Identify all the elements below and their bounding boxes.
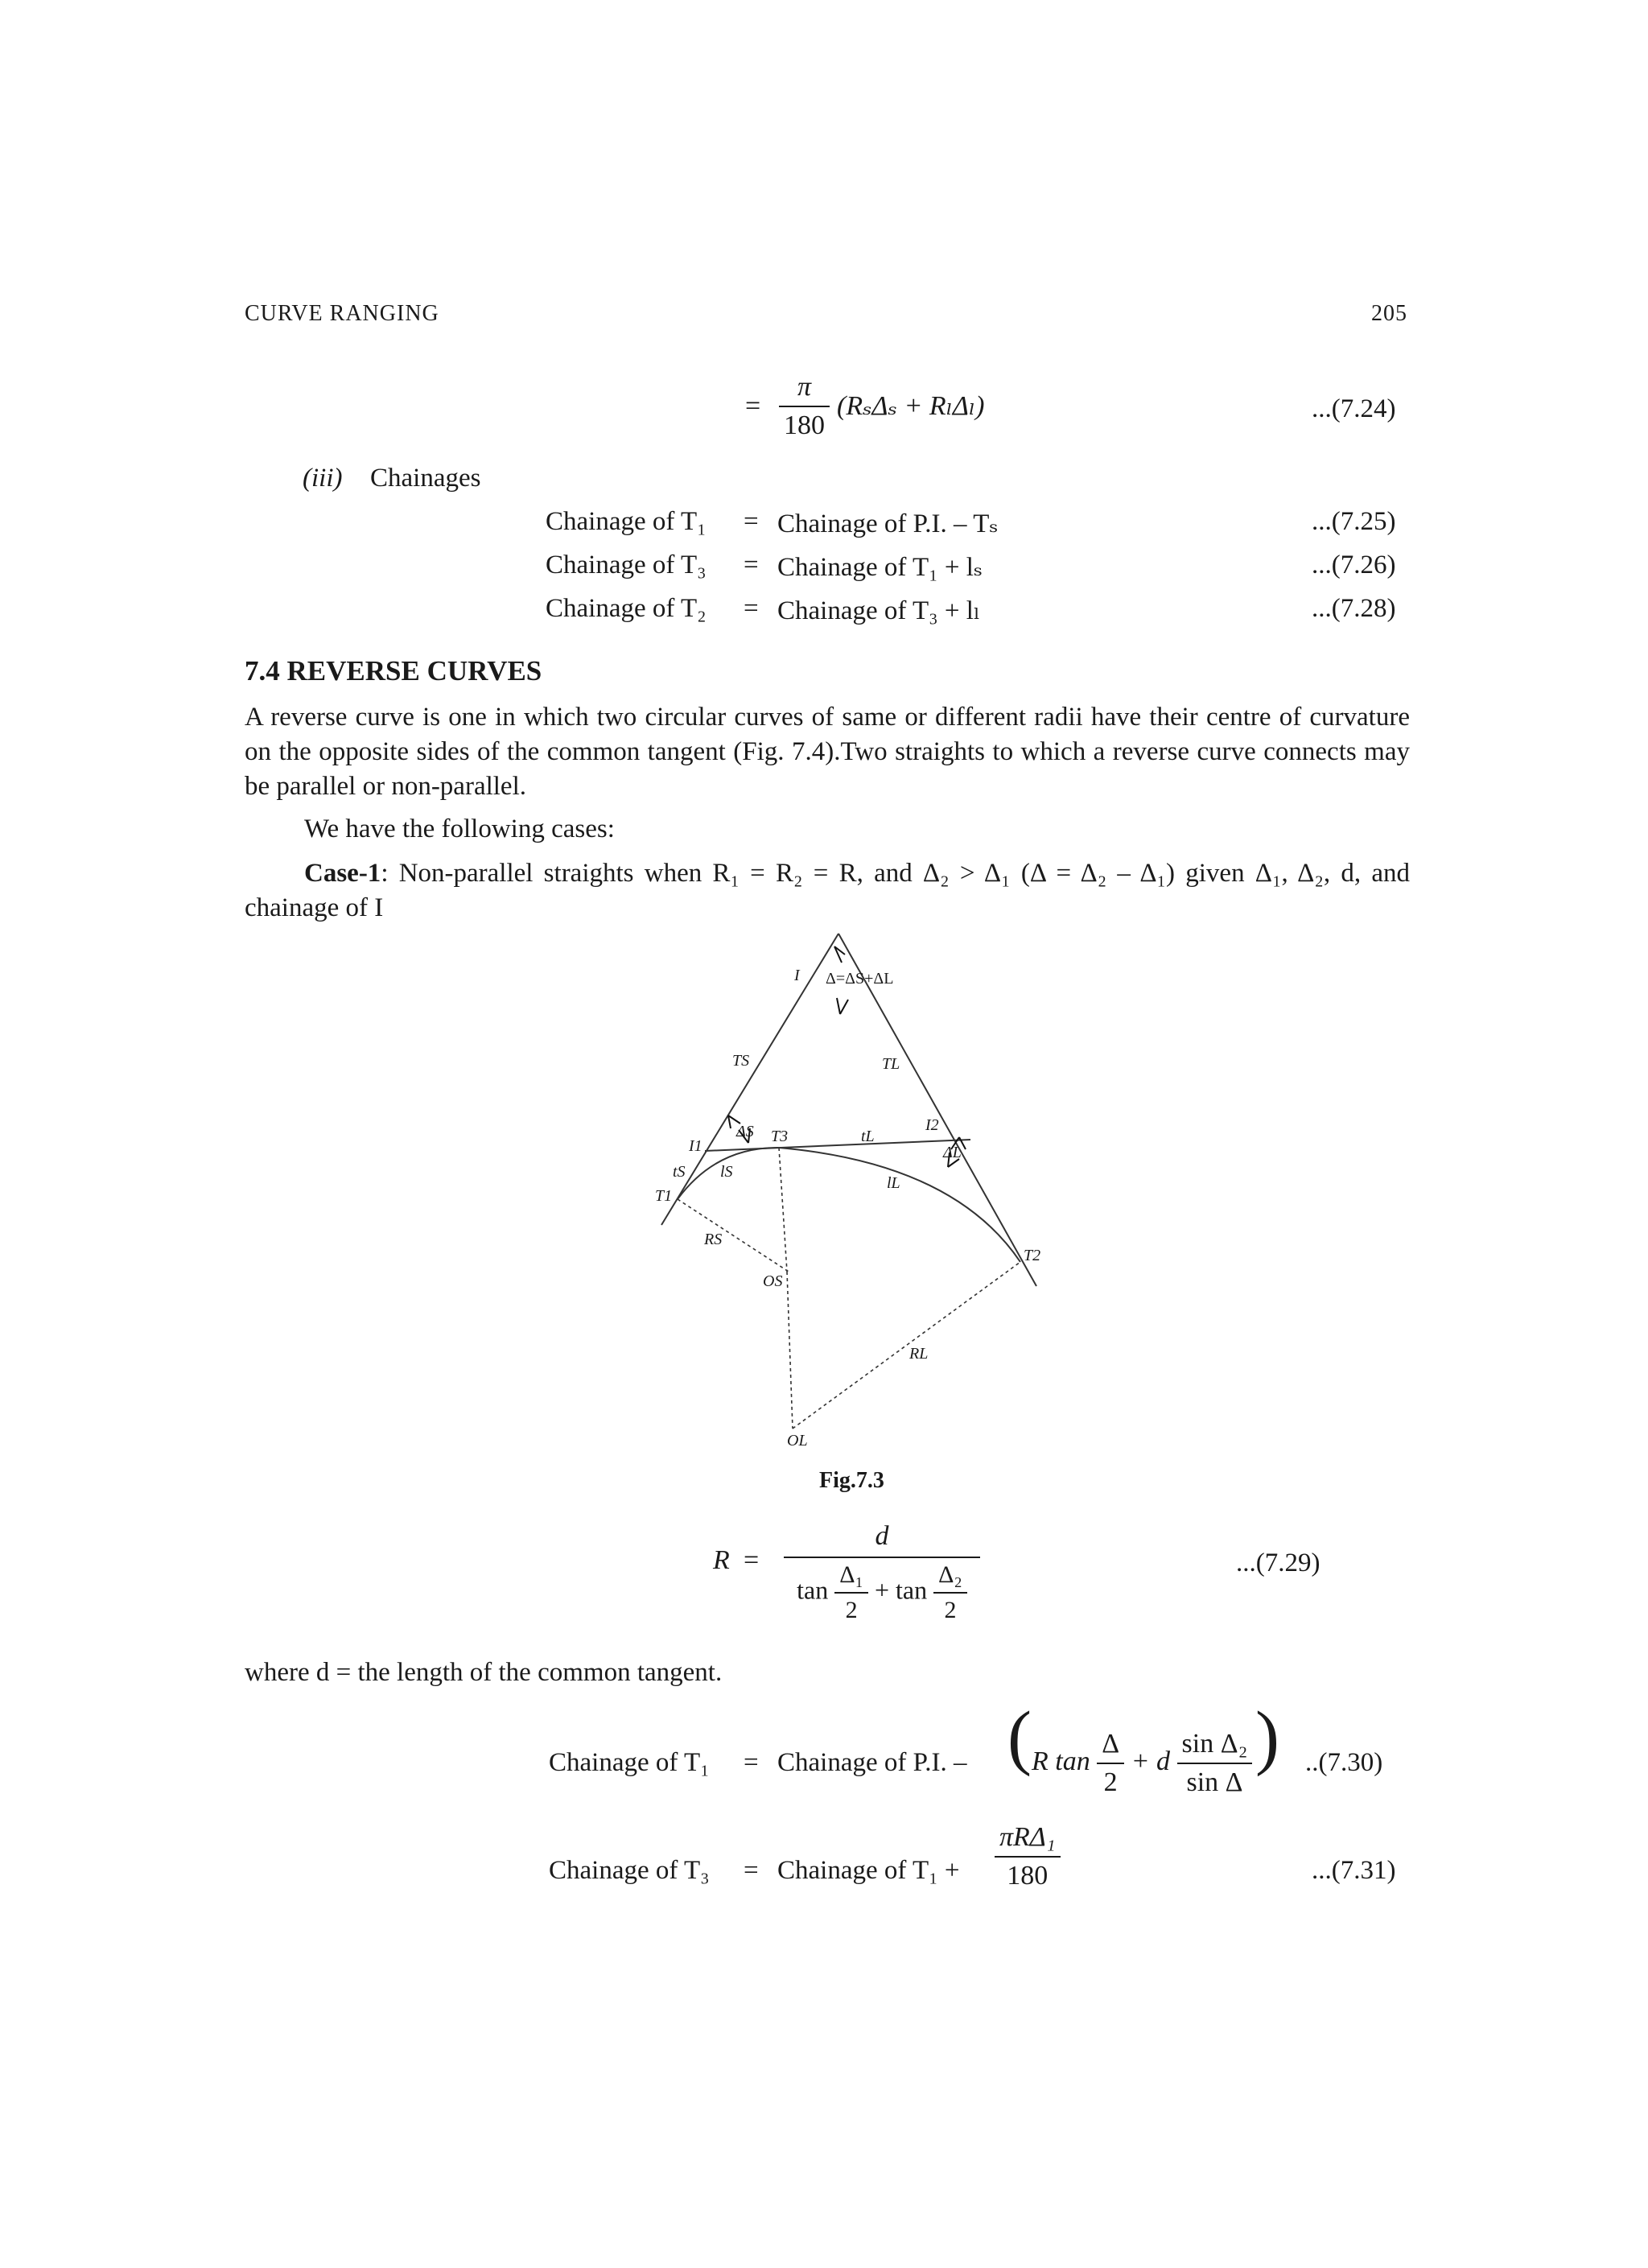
eq729-b-den: 2 (944, 1597, 957, 1623)
eq729-fraction (784, 1521, 980, 1624)
left-paren: ( (1007, 1697, 1032, 1777)
label-ls: lS (720, 1163, 733, 1181)
radius-rl-line (793, 1262, 1020, 1429)
eq729-den (784, 1558, 980, 1624)
radius-rs-line (678, 1199, 789, 1272)
eq729-equals: = (744, 1545, 760, 1575)
label-ts: TS (732, 1052, 750, 1070)
eq729-number: ...(7.29) (1236, 1548, 1320, 1577)
label-i: I (794, 967, 800, 984)
eq730-inner (1032, 1729, 1252, 1798)
chainage-row-number: ...(7.28) (1312, 594, 1396, 623)
eq729-tan-a: tan (797, 1575, 829, 1605)
chainage-row-lhs: Chainage of T₃ (546, 551, 707, 579)
large-arc (779, 1148, 1020, 1262)
eq730-number: ..(7.30) (1305, 1748, 1383, 1777)
right-paren: ) (1255, 1697, 1279, 1777)
label-rl: RL (909, 1345, 929, 1363)
section-heading: 7.4 REVERSE CURVES (245, 655, 542, 687)
cases-intro: We have the following cases: (304, 814, 615, 843)
eq730-lhs: Chainage of T₁ (549, 1748, 710, 1777)
label-i1: I1 (689, 1137, 702, 1155)
label-i2: I2 (925, 1116, 939, 1134)
case1-text: : Non-parallel straights when R₁ = R₂ = R, and Δ₂ > Δ₁ (Δ = Δ₂ – Δ₁) given Δ₁, Δ₂, d, and chainage of I (245, 859, 1410, 922)
eq724-pi: π (779, 372, 830, 407)
eq724-den: 180 (784, 410, 825, 440)
item-marker: (iii) (303, 464, 343, 493)
chainage-row-number: ...(7.25) (1312, 507, 1396, 536)
eq730-f2-num: sin Δ₂ (1177, 1729, 1253, 1764)
eq731-fraction (995, 1822, 1061, 1891)
eq730-f2-den: sin Δ (1186, 1767, 1243, 1797)
eq724-equals: = (745, 391, 761, 421)
eq730-f1-den: 2 (1103, 1767, 1118, 1797)
chainage-row-rhs: Chainage of P.I. – Tₛ (777, 509, 999, 538)
eq729-a-num: Δ₁ (834, 1561, 868, 1594)
figure-caption: Fig.7.3 (819, 1468, 884, 1493)
os-ol-line (787, 1272, 793, 1429)
label-delta-s: ΔS (736, 1123, 754, 1140)
chainage-row-lhs: Chainage of T₁ (546, 507, 707, 536)
arrow-top-icon (834, 946, 845, 963)
chainage-row-rhs: Chainage of T₃ + lₗ (777, 596, 980, 625)
label-ol: OL (787, 1432, 808, 1449)
ts-os-line (779, 1148, 787, 1272)
section-paragraph: A reverse curve is one in which two circular curves of same or different radii have their centre of curvature on the opposite sides of the common tangent (Fig. 7.4).Two straights to which a reverse curve connects may be parallel or non-parallel. (245, 703, 1410, 801)
chainage-row-number: ...(7.26) (1312, 551, 1396, 579)
eq724-body: (RₛΔₛ + RₗΔₗ) (837, 391, 985, 421)
eq729-a-den: 2 (845, 1597, 858, 1623)
eq730-equals: = (744, 1748, 759, 1777)
label-delta-l: ΔL (943, 1144, 962, 1161)
eq730-plus-d: + d (1131, 1746, 1171, 1776)
label-t2: T2 (1024, 1247, 1041, 1264)
eq730-rtan: R tan (1032, 1746, 1090, 1776)
eq731-num: πRΔ₁ (995, 1822, 1061, 1858)
chainage-row-eq: = (744, 594, 759, 623)
common-tangent-line (705, 1140, 970, 1151)
label-tl: TL (882, 1055, 900, 1073)
eq729-lhs: R (713, 1545, 730, 1575)
eq730-rhs: Chainage of P.I. – (777, 1748, 967, 1777)
chainages-title: Chainages (370, 464, 481, 493)
tangent-line-left (661, 934, 838, 1225)
eq729-b-num: Δ₂ (933, 1561, 967, 1594)
label-rs: RS (704, 1231, 723, 1248)
running-title: CURVE RANGING (245, 301, 439, 326)
eq729-num: d (784, 1521, 980, 1558)
label-t1: T1 (655, 1187, 673, 1205)
label-t3: T3 (771, 1128, 789, 1145)
eq730-bracket-group (1007, 1697, 1281, 1800)
label-ll: lL (887, 1174, 900, 1192)
eq731-number: ...(7.31) (1312, 1856, 1396, 1885)
chainage-row-eq: = (744, 551, 759, 579)
where-line: where d = the length of the common tangent. (245, 1658, 723, 1687)
eq729-plus-tan: + tan (874, 1575, 928, 1605)
chainage-row-rhs: Chainage of T₁ + lₛ (777, 553, 983, 582)
eq730-f1-num: Δ (1097, 1729, 1124, 1764)
label-ts-small: tS (673, 1163, 686, 1181)
case1-label: Case-1 (304, 859, 381, 888)
label-tl-small: tL (861, 1128, 875, 1145)
eq724-number: ...(7.24) (1312, 394, 1396, 423)
eq731-equals: = (744, 1856, 759, 1885)
chainage-row-lhs: Chainage of T₂ (546, 594, 707, 623)
arrow-bottom-icon (837, 998, 848, 1014)
eq731-den: 180 (1007, 1861, 1049, 1891)
label-os: OS (763, 1272, 783, 1290)
label-delta: Δ=ΔS+ΔL (826, 970, 894, 988)
chainage-row-eq: = (744, 507, 759, 536)
eq731-rhs: Chainage of T₁ + (777, 1856, 960, 1885)
eq731-lhs: Chainage of T₃ (549, 1856, 710, 1885)
page-number: 205 (1371, 301, 1407, 326)
